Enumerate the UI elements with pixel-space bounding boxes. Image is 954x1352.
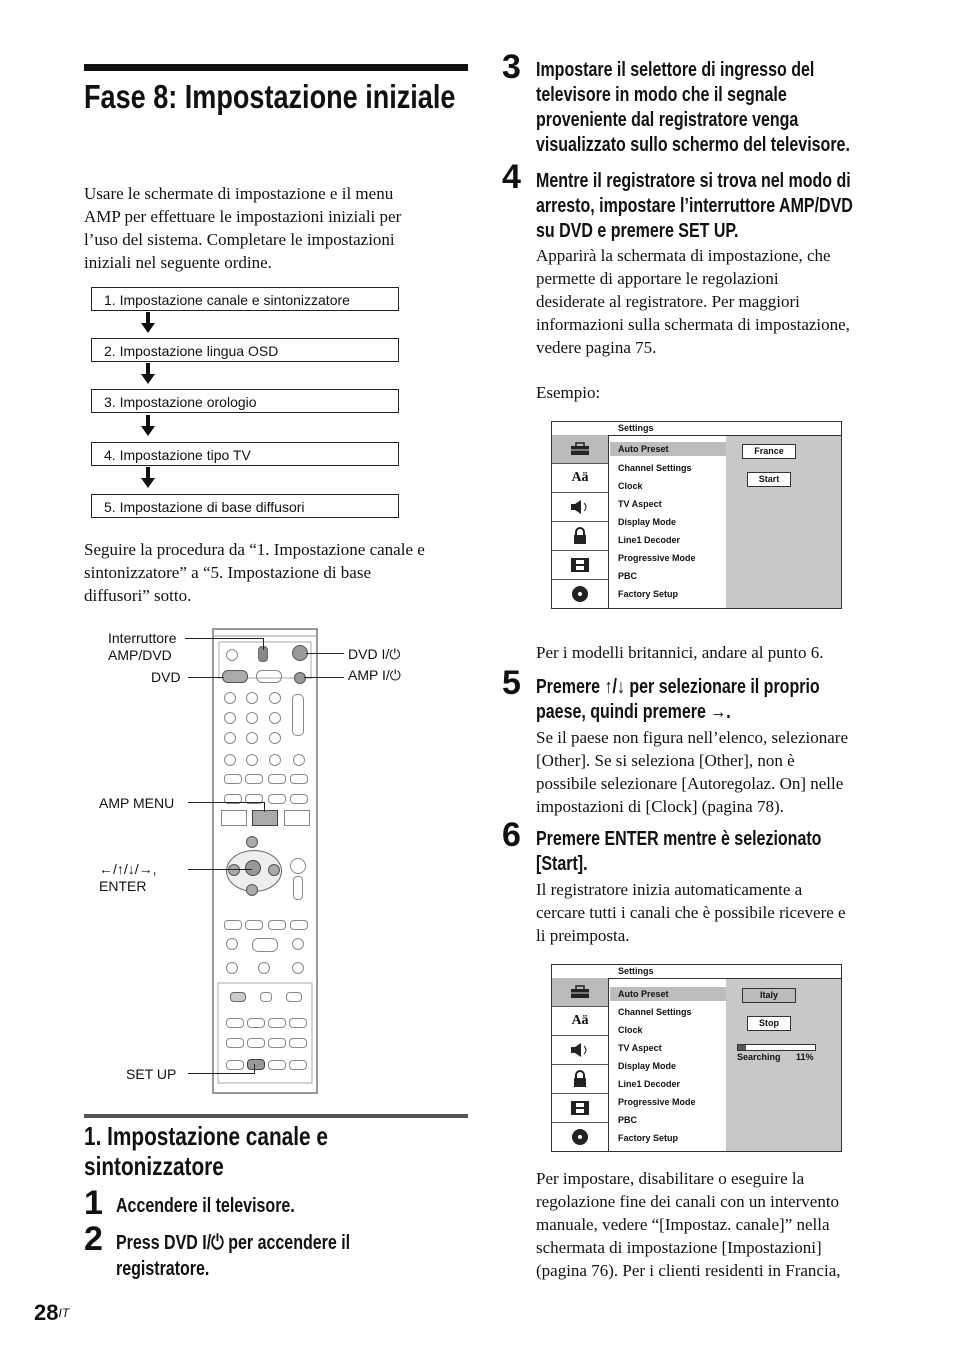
language-icon[interactable]: Aä [552,464,608,493]
step-3-text: Impostare il selettore di ingresso del televisore in modo che il segnale proveniente dal registratore venga visualizzato sullo schermo del televisore. [536,59,850,156]
menu-tv-aspect[interactable]: TV Aspect [618,1043,662,1053]
menu-progressive-mode[interactable]: Progressive Mode [618,553,696,563]
down-arrow-icon [140,467,156,489]
step-6-text: Premere ENTER mentre è selezionato [Start]. [536,828,822,875]
menu-auto-preset[interactable]: Auto Preset [610,442,726,456]
down-arrow-icon [140,312,156,334]
menu-pbc[interactable]: PBC [618,1115,638,1125]
section-heading: 1. Impostazione canale e sintonizzatore [84,1121,328,1181]
menu-factory-setup[interactable]: Factory Setup [618,1133,679,1143]
step-4-text: Mentre il registratore si trova nel modo di arresto, impostare l’interruttore AMP/DVD su DVD e premere SET UP. [536,170,853,242]
label-dvd: DVD [151,669,181,685]
menu-display-mode[interactable]: Display Mode [618,1061,677,1071]
label-amp-menu: AMP MENU [99,795,175,811]
search-percent: 11% [796,1052,814,1062]
down-arrow-icon [140,415,156,437]
settings-screen-example-2 [551,964,842,1152]
closing-paragraph: Per impostare, disabilitare o eseguire la regolazione fine dei canali con un intervento manuale, vedere “[Impostaz. canale]” nella schermata di impostazione [Impostazioni] (pagina 76). Per i clienti residenti in Francia, [536,1169,841,1280]
section-rule [84,1114,468,1118]
label-dvd-power: DVD I/⏻ [348,646,401,662]
step-6-body: Il registratore inizia automaticamente a cercare tutti i canali che è possibile ricevere e li preimposta. [536,880,846,945]
title-rule [84,64,468,71]
page-number: $28^{IT}$ [34,1300,70,1325]
search-progress-fill [738,1045,746,1050]
step-number-5: 5 [502,664,521,702]
intro-paragraph: Usare le schermate di impostazione e il menu AMP per effettuare le impostazioni iniziali per l’uso del sistema. Completare le impostazioni iniziali nel seguente ordine. [84,184,402,272]
label-set-up: SET UP [126,1066,177,1082]
menu-display-mode[interactable]: Display Mode [618,517,677,527]
step-4-body: Apparirà la schermata di impostazione, che permette di apportare le regolazioni desiderate al registratore. Per maggiori informazioni sulla schermata di impostazione, vedere pagina 75. [536,246,850,357]
step-number-6: 6 [502,816,521,854]
amp-menu-button[interactable] [252,810,278,826]
menu-pbc[interactable]: PBC [618,571,638,581]
country-selector[interactable]: Italy [742,988,796,1003]
flow-step-3: 3. Impostazione orologio [91,389,399,413]
menu-tv-aspect[interactable]: TV Aspect [618,499,662,509]
menu-channel-settings[interactable]: Channel Settings [618,463,692,473]
example-label: Esempio: [536,383,601,402]
step-5-text: Premere ↑/↓ per selezionare il proprio paese, quindi premere →. [536,676,820,723]
toolbox-icon[interactable] [552,435,608,464]
speaker-icon[interactable] [552,1036,608,1065]
start-button[interactable]: Start [747,472,791,487]
label-enter: ENTER [99,878,147,894]
remote-control-illustration [212,628,318,1094]
step-number-1: 1 [84,1184,103,1222]
film-icon[interactable] [552,551,608,580]
menu-line1-decoder[interactable]: Line1 Decoder [618,535,681,545]
menu-clock[interactable]: Clock [618,481,643,491]
step-1-text: Accendere il televisore. [116,1195,295,1217]
speaker-icon[interactable] [552,493,608,522]
flow-step-2: 2. Impostazione lingua OSD [91,338,399,362]
menu-auto-preset[interactable]: Auto Preset [610,987,726,1001]
disc-icon[interactable] [552,580,608,608]
label-arrows: ←/↑/↓/→, [99,861,157,877]
down-arrow-icon [140,363,156,385]
set-up-button[interactable] [247,1059,265,1070]
step-5-body: Se il paese non figura nell’elenco, selezionare [Other]. Se si seleziona [Other], non è possibile selezionare [Autoregolaz. On] nelle impostazioni di [Clock] (pagina 78). [536,728,849,816]
label-interruttore: Interruttore AMP/DVD [108,630,177,663]
stop-button[interactable]: Stop [747,1016,791,1031]
flow-step-4: 4. Impostazione tipo TV [91,442,399,466]
film-icon[interactable] [552,1094,608,1123]
step-number-4: 4 [502,158,521,196]
lock-icon[interactable] [552,1065,608,1094]
step-number-3: 3 [502,48,521,86]
step-2-text: Press DVD I/⏻ per accendere il registratore. [116,1232,351,1280]
menu-factory-setup[interactable]: Factory Setup [618,589,679,599]
settings-title: Settings [618,966,654,976]
step-number-2: 2 [84,1220,103,1258]
settings-screen-example-1 [551,421,842,609]
language-icon[interactable]: Aä [552,1007,608,1036]
menu-clock[interactable]: Clock [618,1025,643,1035]
flow-step-5: 5. Impostazione di base diffusori [91,494,399,518]
lock-icon[interactable] [552,522,608,551]
menu-progressive-mode[interactable]: Progressive Mode [618,1097,696,1107]
toolbox-icon[interactable] [552,978,608,1007]
label-amp-power: AMP I/⏻ [348,667,401,683]
uk-note: Per i modelli britannici, andare al punto 6. [536,643,824,662]
follow-paragraph: Seguire la procedura da “1. Impostazione canale e sintonizzatore” a “5. Impostazione di base diffusori” sotto. [84,540,425,605]
enter-button[interactable] [245,860,261,876]
settings-title: Settings [618,423,654,433]
menu-channel-settings[interactable]: Channel Settings [618,1007,692,1017]
country-selector[interactable]: France [742,444,796,459]
menu-line1-decoder[interactable]: Line1 Decoder [618,1079,681,1089]
disc-icon[interactable] [552,1123,608,1151]
searching-status: Searching [737,1052,781,1062]
flow-step-1: 1. Impostazione canale e sintonizzatore [91,287,399,311]
search-progress-bar [737,1044,816,1051]
page-title: Fase 8: Impostazione iniziale [84,78,456,115]
